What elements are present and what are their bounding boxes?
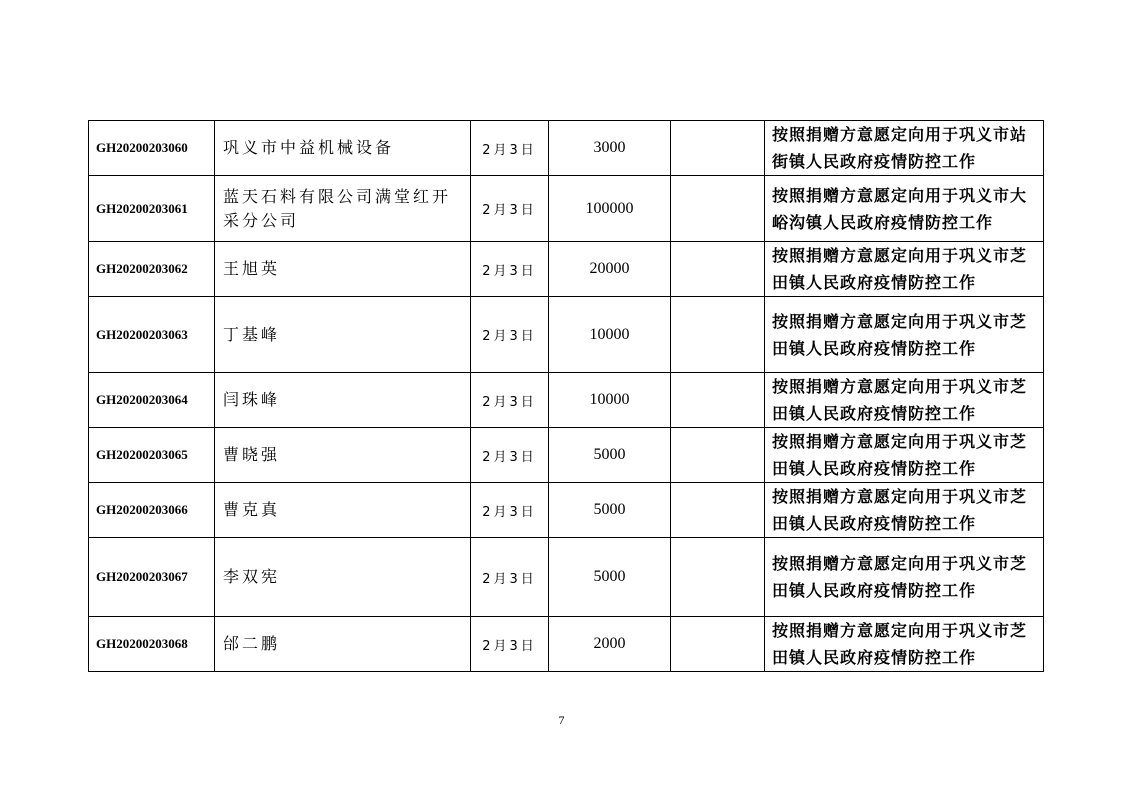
usage-note: 按照捐赠方意愿定向用于巩义市芝田镇人民政府疫情防控工作 <box>765 428 1044 483</box>
table-row <box>89 176 1044 242</box>
donation-date: 2月3日 <box>471 538 549 617</box>
blank-cell <box>671 242 765 297</box>
donation-date: 2月3日 <box>471 176 549 242</box>
donation-id: GH20200203063 <box>89 297 215 373</box>
donation-table <box>88 120 1044 672</box>
donation-id: GH20200203062 <box>89 242 215 297</box>
donation-amount: 2000 <box>549 617 671 672</box>
blank-cell <box>671 373 765 428</box>
table-row <box>89 483 1044 538</box>
usage-note: 按照捐赠方意愿定向用于巩义市芝田镇人民政府疫情防控工作 <box>765 297 1044 373</box>
donor-name: 邰二鹏 <box>215 617 471 672</box>
table-row <box>89 121 1044 176</box>
donor-name: 闫珠峰 <box>215 373 471 428</box>
usage-note: 按照捐赠方意愿定向用于巩义市大峪沟镇人民政府疫情防控工作 <box>765 176 1044 242</box>
donation-amount: 10000 <box>549 297 671 373</box>
blank-cell <box>671 483 765 538</box>
donation-amount: 5000 <box>549 428 671 483</box>
blank-cell <box>671 428 765 483</box>
donation-id: GH20200203066 <box>89 483 215 538</box>
donation-table-body <box>89 121 1044 672</box>
donor-name: 巩义市中益机械设备 <box>215 121 471 176</box>
donation-date: 2月3日 <box>471 373 549 428</box>
usage-note: 按照捐赠方意愿定向用于巩义市芝田镇人民政府疫情防控工作 <box>765 242 1044 297</box>
table-row <box>89 373 1044 428</box>
usage-note: 按照捐赠方意愿定向用于巩义市芝田镇人民政府疫情防控工作 <box>765 617 1044 672</box>
donation-date: 2月3日 <box>471 483 549 538</box>
donation-date: 2月3日 <box>471 121 549 176</box>
donor-name: 蓝天石料有限公司满堂红开采分公司 <box>215 176 471 242</box>
blank-cell <box>671 538 765 617</box>
donation-date: 2月3日 <box>471 428 549 483</box>
donation-id: GH20200203060 <box>89 121 215 176</box>
donation-amount: 100000 <box>549 176 671 242</box>
blank-cell <box>671 297 765 373</box>
donation-id: GH20200203068 <box>89 617 215 672</box>
table-row <box>89 428 1044 483</box>
donation-date: 2月3日 <box>471 617 549 672</box>
table-row <box>89 617 1044 672</box>
donation-date: 2月3日 <box>471 297 549 373</box>
usage-note: 按照捐赠方意愿定向用于巩义市芝田镇人民政府疫情防控工作 <box>765 373 1044 428</box>
donation-id: GH20200203065 <box>89 428 215 483</box>
donation-date: 2月3日 <box>471 242 549 297</box>
donor-name: 李双宪 <box>215 538 471 617</box>
donor-name: 王旭英 <box>215 242 471 297</box>
donor-name: 丁基峰 <box>215 297 471 373</box>
blank-cell <box>671 176 765 242</box>
donor-name: 曹克真 <box>215 483 471 538</box>
donation-amount: 10000 <box>549 373 671 428</box>
donor-name: 曹晓强 <box>215 428 471 483</box>
donation-id: GH20200203064 <box>89 373 215 428</box>
usage-note: 按照捐赠方意愿定向用于巩义市站街镇人民政府疫情防控工作 <box>765 121 1044 176</box>
table-row <box>89 297 1044 373</box>
table-row <box>89 242 1044 297</box>
donation-id: GH20200203067 <box>89 538 215 617</box>
donation-amount: 20000 <box>549 242 671 297</box>
donation-amount: 3000 <box>549 121 671 176</box>
blank-cell <box>671 121 765 176</box>
usage-note: 按照捐赠方意愿定向用于巩义市芝田镇人民政府疫情防控工作 <box>765 483 1044 538</box>
donation-amount: 5000 <box>549 538 671 617</box>
table-row <box>89 538 1044 617</box>
page-number: 7 <box>558 713 565 727</box>
blank-cell <box>671 617 765 672</box>
donation-amount: 5000 <box>549 483 671 538</box>
usage-note: 按照捐赠方意愿定向用于巩义市芝田镇人民政府疫情防控工作 <box>765 538 1044 617</box>
donation-id: GH20200203061 <box>89 176 215 242</box>
